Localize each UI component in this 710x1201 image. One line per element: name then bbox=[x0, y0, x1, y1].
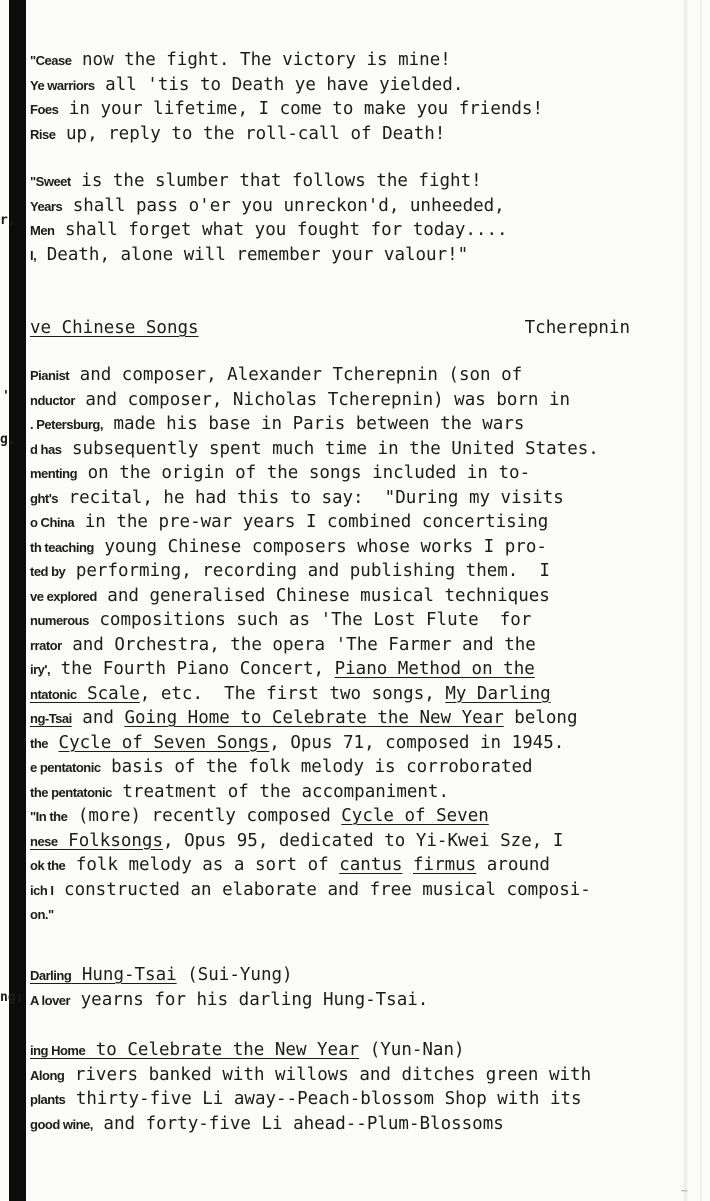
bio-line: ve explored and generalised Chinese musical techniques bbox=[30, 585, 550, 606]
bio-line: ght's recital, he had this to say: "During my visits bbox=[30, 487, 564, 508]
song-description-line: Along rivers banked with willows and ditches green with bbox=[30, 1064, 592, 1085]
underlined-title: Folksongs bbox=[57, 830, 163, 851]
margin-mark: ' bbox=[2, 389, 10, 404]
poem-line: Men shall forget what you fought for today.... bbox=[30, 220, 508, 240]
poem-line: "Sweet is the slumber that follows the fight! bbox=[30, 171, 482, 191]
song-title: Hung-Tsai bbox=[71, 965, 177, 985]
underlined-title: Going Home to Celebrate the New Year bbox=[124, 708, 504, 728]
bio-line: "In the (more) recently composed Cycle of Seven bbox=[30, 806, 489, 826]
margin-mark: g, bbox=[0, 432, 16, 447]
bio-line: ok the folk melody as a sort of cantus firmus around bbox=[30, 855, 550, 875]
margin-mark: ng; bbox=[0, 990, 24, 1005]
bio-line: nductor and composer, Nicholas Tcherepnin) was born in bbox=[30, 389, 571, 410]
song-description-line: plants thirty-five Li away--Peach-blossom Shop with its bbox=[30, 1089, 582, 1109]
bio-line: nese Folksongs, Opus 95, dedicated to Yi-Kwei Sze, I bbox=[30, 830, 564, 851]
poem-line: Years shall pass o'er you unreckon'd, unheeded, bbox=[30, 195, 505, 216]
song-description: A lover yearns for his darling Hung-Tsai. bbox=[30, 989, 429, 1010]
composer-name: Tcherepnin bbox=[524, 318, 630, 338]
song-2 bbox=[30, 1038, 670, 1136]
poem-line: "Cease now the fight. The victory is mine! bbox=[30, 50, 451, 70]
underlined-title: My Darling bbox=[445, 683, 551, 704]
bio-line: the pentatonic treatment of the accompaniment. bbox=[30, 781, 449, 802]
page-edge-line bbox=[700, 0, 702, 1201]
bio-line: numerous compositions such as 'The Lost Flute for bbox=[30, 610, 532, 630]
bio-line: ich I constructed an elaborate and free musical composi- bbox=[30, 879, 591, 900]
bio-line: menting on the origin of the songs included in to- bbox=[30, 463, 531, 483]
poem-line: I, Death, alone will remember your valour!" bbox=[30, 244, 469, 265]
bio-line: ng-Tsai and Going Home to Celebrate the New Year belong bbox=[30, 708, 578, 728]
song-title-line: ing Home to Celebrate the New Year (Yun-Nan) bbox=[30, 1040, 465, 1060]
bio-line: e pentatonic basis of the folk melody is corroborated bbox=[30, 757, 533, 777]
section-title: ve Chinese Songs bbox=[30, 318, 199, 338]
underlined-title: cantus bbox=[339, 855, 403, 875]
bio-line: d has subsequently spent much time in the United States. bbox=[30, 438, 599, 459]
bio-line: ntatonic Scale, etc. The first two songs, My Darling bbox=[30, 683, 551, 704]
binding-spine bbox=[9, 0, 26, 1201]
song-title: to Celebrate the New Year bbox=[85, 1040, 360, 1060]
bio-line: th teaching young Chinese composers whose works I pro- bbox=[30, 536, 547, 557]
bio-line: . Petersburg, made his base in Paris between the wars bbox=[30, 414, 525, 434]
poem-stanza-1 bbox=[30, 48, 670, 146]
bio-line: o China in the pre-war years I combined concertising bbox=[30, 512, 549, 532]
song-1 bbox=[30, 963, 670, 1012]
underlined-title: Cycle of Seven bbox=[341, 806, 489, 826]
song-title-line: Darling Hung-Tsai (Sui-Yung) bbox=[30, 965, 293, 985]
bio-line: Pianist and composer, Alexander Tcherepnin (son of bbox=[30, 365, 523, 385]
bio-line: iry', the Fourth Piano Concert, Piano Method on the bbox=[30, 659, 535, 679]
poem-line: Rise up, reply to the roll-call of Death! bbox=[30, 123, 446, 144]
song-origin: (Sui-Yung) bbox=[176, 965, 293, 985]
biography-paragraph bbox=[30, 363, 670, 927]
bio-line: the Cycle of Seven Songs, Opus 71, composed in 1945. bbox=[30, 732, 565, 753]
poem-stanza-2 bbox=[30, 169, 670, 267]
underlined-title: Scale bbox=[76, 683, 140, 704]
margin-mark: r, bbox=[0, 213, 16, 228]
underlined-title: Piano Method on the bbox=[334, 659, 535, 679]
underlined-title: firmus bbox=[413, 855, 477, 875]
bio-line: ted by performing, recording and publishing them. I bbox=[30, 561, 550, 581]
corner-mark: ~ bbox=[680, 1186, 689, 1197]
section-heading bbox=[30, 316, 630, 340]
poem-line: Ye warriors all 'tis to Death ye have yielded. bbox=[30, 74, 464, 95]
poem-line: Foes in your lifetime, I come to make you friends! bbox=[30, 99, 543, 119]
page-edge-shadow bbox=[684, 0, 688, 1201]
bio-line: rrator and Orchestra, the opera 'The Farmer and the bbox=[30, 634, 536, 655]
bio-line: on." bbox=[30, 907, 54, 922]
song-description-line: good wine, and forty-five Li ahead--Plum-Blossoms bbox=[30, 1113, 504, 1134]
song-origin: (Yun-Nan) bbox=[359, 1040, 465, 1060]
underlined-title: Cycle of Seven Songs bbox=[58, 732, 270, 753]
